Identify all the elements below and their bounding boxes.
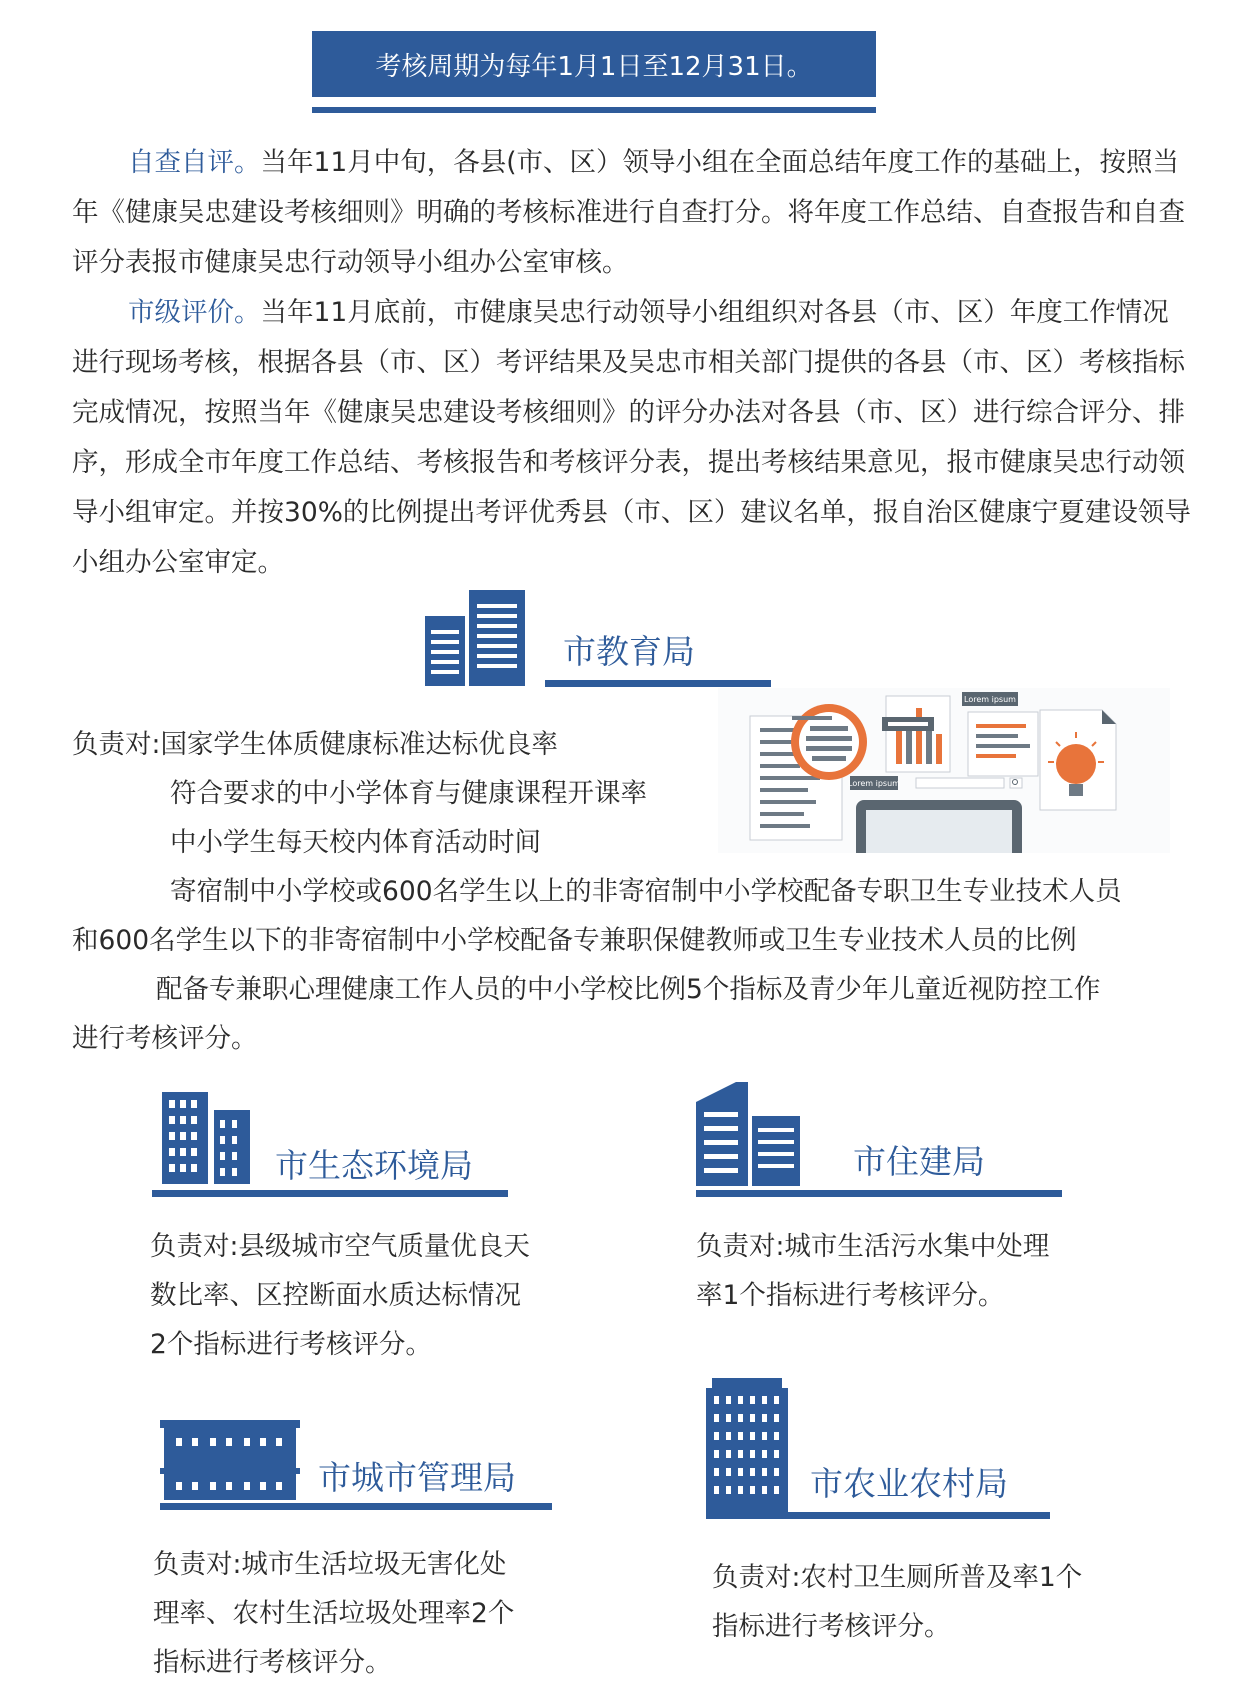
education-item-5a: 配备专兼职心理健康工作人员的中小学校比例5个指标及青少年儿童近视防控工作 (156, 974, 1101, 1005)
city-eval-label: 市级评价。 (128, 297, 261, 328)
agri-bureau-title: 市农业农村局 (810, 1464, 1008, 1503)
city-eval-paragraph (72, 288, 1192, 588)
ecology-line-1: 负责对:县级城市空气质量优良天 (150, 1231, 530, 1262)
bar-chart-icon (886, 696, 950, 772)
banner-underline (312, 107, 876, 113)
building-icon-urban (160, 1420, 300, 1502)
ecology-line-3: 2个指标进行考核评分。 (150, 1329, 432, 1360)
list-card-icon (968, 712, 1038, 776)
urban-line-3: 指标进行考核评分。 (153, 1647, 392, 1678)
housing-title-underline (696, 1190, 1062, 1197)
cycle-banner-text: 考核周期为每年1月1日至12月31日。 (375, 51, 813, 82)
agri-title-underline (706, 1512, 1050, 1519)
urban-line-2: 理率、农村生活垃圾处理率2个 (153, 1598, 515, 1629)
housing-bureau-title: 市住建局 (853, 1142, 985, 1181)
monitor-icon (856, 800, 1022, 853)
self-eval-text: 当年11月中旬，各县(市、区）领导小组在全面总结年度工作的基础上，按照当年《健康吴忠建设考核细则》明确的考核标准进行自查打分。将年度工作总结、自查报告和自查评分表报市健康吴忠行动领导小组办公室审核。 (72, 147, 1185, 278)
education-item-4b: 和600名学生以下的非寄宿制中小学校配备专兼职保健教师或卫生专业技术人员的比例 (72, 925, 1077, 956)
education-item-4a: 寄宿制中小学校或600名学生以上的非寄宿制中小学校配备专职卫生专业技术人员 (170, 876, 1122, 907)
building-icon-education (425, 588, 543, 686)
lorem-text-top: Lorem ipsum (964, 695, 1016, 704)
cycle-banner (312, 31, 876, 97)
infographic-illustration (718, 688, 1170, 853)
magnifier-icon (791, 704, 867, 780)
education-prefix: 负责对: (72, 729, 161, 760)
housing-line-1: 负责对:城市生活污水集中处理 (696, 1231, 1050, 1262)
education-bureau-title: 市教育局 (563, 632, 695, 671)
education-item-2: 符合要求的中小学体育与健康课程开课率 (170, 778, 647, 809)
city-eval-text: 当年11月底前，市健康吴忠行动领导小组组织对各县（市、区）年度工作情况进行现场考核，根据各县（市、区）考评结果及吴忠市相关部门提供的各县（市、区）考核指标完成情况，按照当年《健康吴忠建设考核细则》的评分办法对各县（市、区）进行综合评分、排序，形成全市年度工作总结、考核报告和考核评分表，提出考核结果意见，报市健康吴忠行动领导小组审定。并按30%的比例提出考评优秀县（市、区）建议名单，报自治区健康宁夏建设领导小组办公室审定。 (72, 297, 1191, 578)
lorem-text-bottom: Lorem ipsum (848, 779, 900, 788)
urban-bureau-title: 市城市管理局 (318, 1458, 516, 1497)
ecology-bureau-title: 市生态环境局 (275, 1146, 473, 1185)
ecology-line-2: 数比率、区控断面水质达标情况 (150, 1280, 521, 1311)
education-title-underline (545, 680, 771, 687)
education-item-5b: 进行考核评分。 (72, 1023, 258, 1054)
ecology-title-underline (152, 1190, 508, 1197)
building-icon-housing (696, 1082, 806, 1186)
education-item-1: 负责对:国家学生体质健康标准达标优良率 (72, 729, 558, 760)
urban-line-1: 负责对:城市生活垃圾无害化处 (153, 1549, 507, 1580)
building-icon-ecology (160, 1090, 260, 1186)
agri-line-2: 指标进行考核评分。 (712, 1611, 951, 1642)
housing-line-2: 率1个指标进行考核评分。 (696, 1280, 1005, 1311)
self-eval-paragraph (72, 138, 1192, 288)
self-eval-label: 自查自评。 (128, 147, 261, 178)
education-item-3: 中小学生每天校内体育活动时间 (170, 827, 541, 858)
urban-title-underline (160, 1503, 552, 1510)
building-icon-agri (706, 1378, 796, 1512)
lightbulb-icon (1040, 710, 1116, 810)
agri-line-1: 负责对:农村卫生厕所普及率1个 (712, 1562, 1083, 1593)
